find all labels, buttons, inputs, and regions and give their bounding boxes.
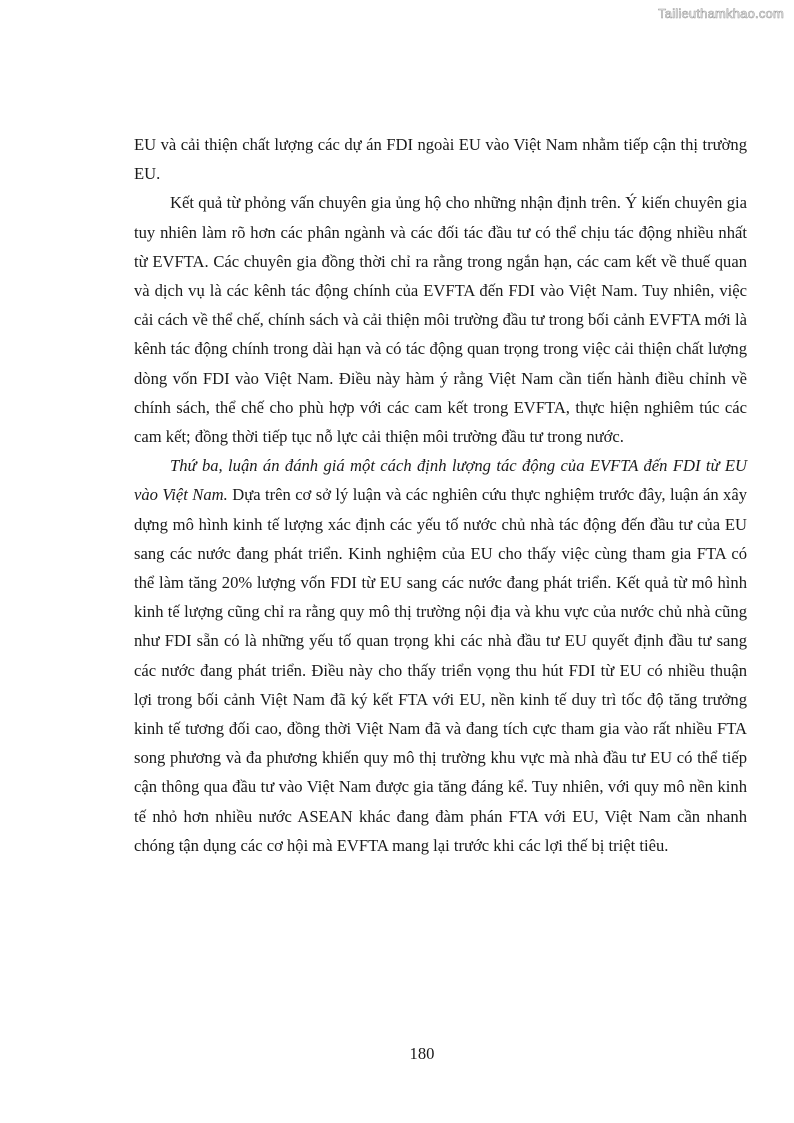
paragraph-3-italic-lead: Thứ ba, luận án đánh giá một cách định lượng tác động của EVFTA đến FDI từ EU vào Việt Nam. <box>134 456 747 505</box>
paragraph-3 <box>134 451 747 860</box>
paragraph-3-body: Dựa trên cơ sở lý luận và các nghiên cứu thực nghiệm trước đây, luận án xây dựng mô hình kinh tế lượng xác định các yếu tố nước chủ nhà tác động đến đầu tư của EU sang các nước đang phát triển. Kinh nghiệm của EU cho thấy việc cùng tham gia FTA có thể làm tăng 20% lượng vốn FDI từ EU sang các nước đang phát triển. Kết quả từ mô hình kinh tế lượng cũng chỉ ra rằng quy mô thị trường nội địa và khu vực của nước chủ nhà cũng như FDI sẵn có là những yếu tố quan trọng khi các nhà đầu tư EU quyết định đầu tư sang các nước đang phát triển. Điều này cho thấy triển vọng thu hút FDI từ EU có nhiều thuận lợi trong bối cảnh Việt Nam đã ký kết FTA với EU, nền kinh tế duy trì tốc độ tăng trưởng kinh tế tương đối cao, đồng thời Việt Nam đã và đang tích cực tham gia vào rất nhiều FTA song phương và đa phương khiến quy mô thị trường khu vực mà nhà đầu tư EU có thể tiếp cận thông qua đầu tư vào Việt Nam được gia tăng đáng kể. Tuy nhiên, với quy mô nền kinh tế nhỏ hơn nhiều nước ASEAN khác đang đàm phán FTA với EU, Việt Nam cần nhanh chóng tận dụng các cơ hội mà EVFTA mang lại trước khi các lợi thế bị triệt tiêu. <box>134 485 747 855</box>
paragraph-2: Kết quả từ phỏng vấn chuyên gia ủng hộ cho những nhận định trên. Ý kiến chuyên gia tuy nhiên làm rõ hơn các phân ngành và các đối tác đầu tư có thể chịu tác động nhiều nhất từ EVFTA. Các chuyên gia đồng thời chỉ ra rằng trong ngắn hạn, các cam kết về thuế quan và dịch vụ là các kênh tác động chính của EVFTA đến FDI vào Việt Nam. Tuy nhiên, việc cải cách về thể chế, chính sách và cải thiện môi trường đầu tư trong bối cảnh EVFTA mới là kênh tác động chính trong dài hạn và có tác động quan trọng trong việc cải thiện chất lượng dòng vốn FDI vào Việt Nam. Điều này hàm ý rằng Việt Nam cần tiến hành điều chỉnh về chính sách, thể chế cho phù hợp với các cam kết trong EVFTA, thực hiện nghiêm túc các cam kết; đồng thời tiếp tục nỗ lực cải thiện môi trường đầu tư trong nước. <box>134 193 747 447</box>
watermark-text: Tailieuthamkhao.com <box>658 6 784 21</box>
paragraph-1: EU và cải thiện chất lượng các dự án FDI ngoài EU vào Việt Nam nhằm tiếp cận thị trường EU. <box>134 135 747 184</box>
page-number: 180 <box>409 1044 435 1063</box>
document-body <box>134 130 747 860</box>
